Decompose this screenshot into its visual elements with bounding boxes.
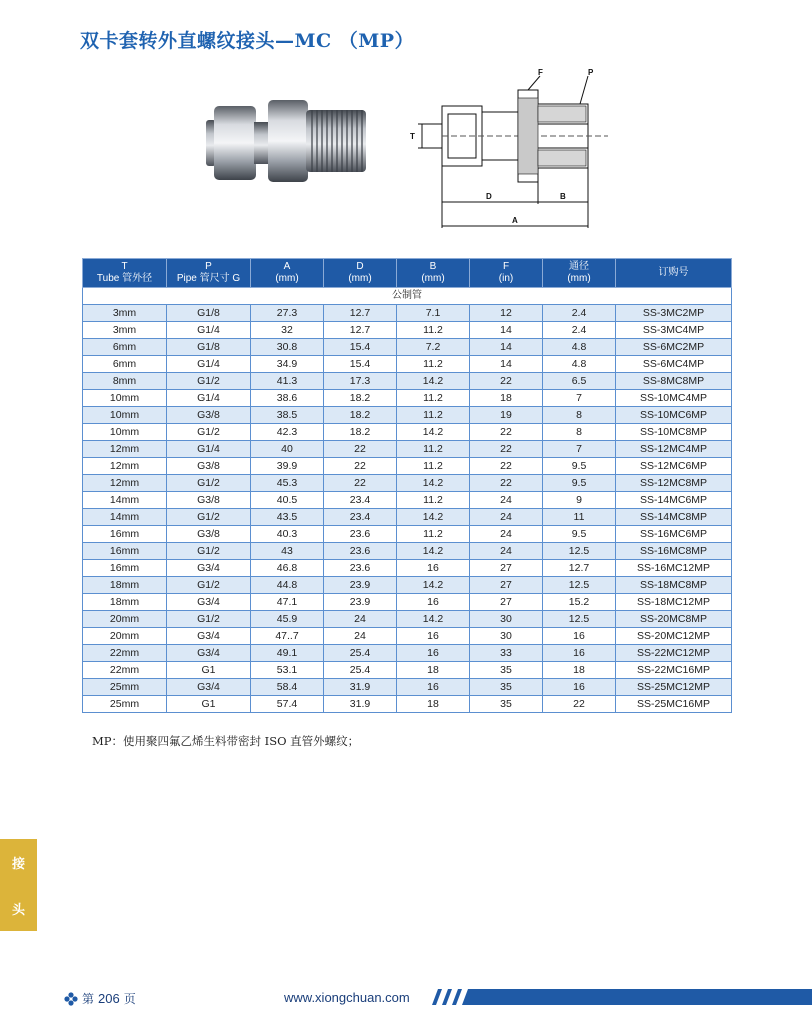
table-cell: 34.9 — [251, 356, 324, 373]
table-cell: G1/4 — [167, 356, 251, 373]
table-cell: SS-22MC16MP — [616, 662, 732, 679]
table-row — [83, 645, 732, 662]
table-cell: G3/8 — [167, 458, 251, 475]
table-cell: 44.8 — [251, 577, 324, 594]
table-cell: 16 — [397, 628, 470, 645]
column-header-line1: P — [205, 261, 212, 272]
table-cell: 14.2 — [397, 373, 470, 390]
column-header-line1: F — [502, 261, 510, 272]
table-cell: SS-3MC4MP — [616, 322, 732, 339]
table-cell: SS-18MC12MP — [616, 594, 732, 611]
table-cell: G3/4 — [167, 560, 251, 577]
table-cell: 12mm — [83, 475, 167, 492]
table-cell: 27 — [470, 577, 543, 594]
table-cell: G1 — [167, 662, 251, 679]
table-row — [83, 390, 732, 407]
table-cell: 30.8 — [251, 339, 324, 356]
table-cell: 22 — [470, 373, 543, 390]
table-cell: 45.3 — [251, 475, 324, 492]
table-cell: 31.9 — [324, 679, 397, 696]
column-header-line2: (mm) — [567, 273, 591, 284]
column-header-line2: (mm) — [348, 273, 372, 284]
column-header — [616, 259, 732, 288]
table-row — [83, 543, 732, 560]
table-cell: 25.4 — [324, 645, 397, 662]
table-cell: 18 — [397, 662, 470, 679]
table-cell: G1/8 — [167, 339, 251, 356]
table-cell: 40.3 — [251, 526, 324, 543]
table-cell: 16mm — [83, 526, 167, 543]
table-row — [83, 509, 732, 526]
table-cell: 38.6 — [251, 390, 324, 407]
table-cell: 24 — [470, 492, 543, 509]
table-cell: 7 — [543, 390, 616, 407]
table-cell: 3mm — [83, 305, 167, 322]
column-header — [251, 259, 324, 288]
table-cell: SS-12MC6MP — [616, 458, 732, 475]
page-prefix: 第 — [82, 992, 95, 1006]
table-cell: 11.2 — [397, 441, 470, 458]
table-cell: 14 — [470, 339, 543, 356]
table-cell: 12.5 — [543, 543, 616, 560]
table-cell: 12.7 — [324, 322, 397, 339]
table-cell: G3/8 — [167, 526, 251, 543]
table-cell: 16 — [397, 679, 470, 696]
table-cell: G3/8 — [167, 407, 251, 424]
table-row — [83, 441, 732, 458]
table-cell: 15.4 — [324, 339, 397, 356]
table-cell: SS-8MC8MP — [616, 373, 732, 390]
table-cell: 24 — [470, 543, 543, 560]
table-cell: 10mm — [83, 390, 167, 407]
table-row — [83, 339, 732, 356]
table-cell: 24 — [470, 509, 543, 526]
table-cell: 22 — [470, 441, 543, 458]
table-cell: 12mm — [83, 458, 167, 475]
table-cell: 14.2 — [397, 475, 470, 492]
table-cell: 10mm — [83, 424, 167, 441]
table-cell: 9.5 — [543, 526, 616, 543]
table-cell: 23.4 — [324, 492, 397, 509]
table-cell: 12.5 — [543, 577, 616, 594]
table-cell: 8 — [543, 424, 616, 441]
table-cell: 7 — [543, 441, 616, 458]
side-tab-char-2: 头 — [11, 902, 25, 918]
table-cell: 30 — [470, 611, 543, 628]
page-title: 双卡套转外直螺纹接头—MC （MP） — [80, 30, 415, 52]
table-cell: 12 — [470, 305, 543, 322]
label-A: A — [512, 216, 518, 225]
table-cell: 18mm — [83, 594, 167, 611]
table-cell: 11.2 — [397, 356, 470, 373]
table-cell: 18 — [397, 696, 470, 713]
label-D: D — [486, 192, 492, 201]
table-cell: 14.2 — [397, 424, 470, 441]
column-header-line2: (mm) — [421, 273, 445, 284]
table-cell: 57.4 — [251, 696, 324, 713]
table-cell: 16 — [543, 628, 616, 645]
table-cell: 27 — [470, 560, 543, 577]
table-row — [83, 458, 732, 475]
group-label: 公制管 — [83, 288, 732, 305]
table-cell: 22 — [470, 475, 543, 492]
column-header-line2: (mm) — [275, 273, 299, 284]
table-cell: 9 — [543, 492, 616, 509]
table-cell: G3/4 — [167, 594, 251, 611]
table-cell: G3/4 — [167, 645, 251, 662]
table-cell: SS-6MC2MP — [616, 339, 732, 356]
note-text: MP：使用聚四氟乙烯生料带密封 ISO 直管外螺纹； — [92, 734, 360, 748]
table-cell: 43 — [251, 543, 324, 560]
table-cell: 8 — [543, 407, 616, 424]
table-cell: G1/2 — [167, 611, 251, 628]
column-header — [167, 259, 251, 288]
table-cell: 22 — [324, 475, 397, 492]
column-header-line1: B — [429, 261, 437, 272]
column-header — [324, 259, 397, 288]
table-cell: 14.2 — [397, 543, 470, 560]
table-cell: 14 — [470, 322, 543, 339]
table-cell: 11.2 — [397, 458, 470, 475]
table-cell: 16mm — [83, 543, 167, 560]
table-cell: 35 — [470, 696, 543, 713]
table-cell: 4.8 — [543, 356, 616, 373]
table-cell: G1/4 — [167, 322, 251, 339]
side-tab-char-1: 接 — [11, 856, 25, 872]
table-cell: 15.2 — [543, 594, 616, 611]
column-header-line2: (in) — [498, 273, 514, 284]
table-cell: 12.7 — [324, 305, 397, 322]
table-row — [83, 696, 732, 713]
table-row — [83, 679, 732, 696]
table-cell: SS-10MC4MP — [616, 390, 732, 407]
table-cell: 33 — [470, 645, 543, 662]
column-header — [397, 259, 470, 288]
column-header-line1: D — [356, 261, 364, 272]
table-row — [83, 611, 732, 628]
table-cell: 14mm — [83, 492, 167, 509]
table-cell: 23.9 — [324, 594, 397, 611]
table-cell: 9.5 — [543, 475, 616, 492]
table-cell: 10mm — [83, 407, 167, 424]
table-row — [83, 492, 732, 509]
table-cell: 42.3 — [251, 424, 324, 441]
pinwheel-logo-icon — [64, 992, 78, 1006]
table-cell: SS-10MC6MP — [616, 407, 732, 424]
table-header-row — [83, 259, 732, 288]
table-cell: SS-18MC8MP — [616, 577, 732, 594]
page-number-value: 206 — [98, 991, 120, 1006]
table-row — [83, 305, 732, 322]
table-cell: 16mm — [83, 560, 167, 577]
table-cell: 6mm — [83, 356, 167, 373]
table-cell: G1/2 — [167, 475, 251, 492]
table-cell: G1/4 — [167, 390, 251, 407]
table-cell: SS-10MC8MP — [616, 424, 732, 441]
table-cell: 31.9 — [324, 696, 397, 713]
table-cell: 22mm — [83, 662, 167, 679]
table-cell: 25mm — [83, 679, 167, 696]
table-cell: 18 — [543, 662, 616, 679]
table-cell: 49.1 — [251, 645, 324, 662]
website-link[interactable]: www.xiongchuan.com — [284, 990, 410, 1005]
table-cell: 18.2 — [324, 390, 397, 407]
label-T: T — [410, 132, 415, 141]
section-side-tab — [0, 839, 37, 931]
table-cell: 27 — [470, 594, 543, 611]
table-cell: 24 — [470, 526, 543, 543]
table-cell: 2.4 — [543, 322, 616, 339]
table-cell: 46.8 — [251, 560, 324, 577]
table-cell: G1/8 — [167, 305, 251, 322]
table-cell: 17.3 — [324, 373, 397, 390]
spec-table — [82, 258, 732, 713]
dimension-drawing — [408, 62, 618, 238]
table-cell: SS-6MC4MP — [616, 356, 732, 373]
table-cell: 22 — [324, 458, 397, 475]
table-cell: 38.5 — [251, 407, 324, 424]
table-cell: 11.2 — [397, 390, 470, 407]
table-cell: 24 — [324, 611, 397, 628]
table-cell: G1/2 — [167, 577, 251, 594]
table-cell: 14 — [470, 356, 543, 373]
table-cell: 16 — [543, 679, 616, 696]
table-cell: G1/2 — [167, 373, 251, 390]
column-header-line1: T — [121, 261, 128, 272]
table-cell: 41.3 — [251, 373, 324, 390]
table-cell: 11.2 — [397, 526, 470, 543]
table-cell: 16 — [397, 560, 470, 577]
table-cell: 15.4 — [324, 356, 397, 373]
table-cell: SS-16MC6MP — [616, 526, 732, 543]
column-header — [83, 259, 167, 288]
table-cell: SS-3MC2MP — [616, 305, 732, 322]
table-cell: G1/2 — [167, 543, 251, 560]
label-F: F — [538, 68, 543, 77]
table-row — [83, 373, 732, 390]
table-cell: 18 — [470, 390, 543, 407]
table-cell: 30 — [470, 628, 543, 645]
table-cell: 40 — [251, 441, 324, 458]
table-cell: 14.2 — [397, 509, 470, 526]
table-row — [83, 662, 732, 679]
table-cell: 47.1 — [251, 594, 324, 611]
table-cell: SS-16MC8MP — [616, 543, 732, 560]
table-cell: SS-25MC16MP — [616, 696, 732, 713]
table-cell: 14.2 — [397, 611, 470, 628]
table-cell: 12.5 — [543, 611, 616, 628]
table-cell: 23.6 — [324, 526, 397, 543]
table-cell: 43.5 — [251, 509, 324, 526]
table-row — [83, 424, 732, 441]
table-row — [83, 407, 732, 424]
table-cell: 22 — [324, 441, 397, 458]
table-cell: 16 — [543, 645, 616, 662]
table-cell: 23.6 — [324, 543, 397, 560]
product-photo — [196, 92, 376, 188]
table-cell: 20mm — [83, 611, 167, 628]
table-cell: 9.5 — [543, 458, 616, 475]
table-row — [83, 475, 732, 492]
table-row — [83, 322, 732, 339]
column-header-line1: 通径 — [569, 261, 589, 272]
label-P: P — [588, 68, 594, 77]
table-cell: 23.6 — [324, 560, 397, 577]
table-cell: 14mm — [83, 509, 167, 526]
table-cell: 22 — [470, 424, 543, 441]
column-header-line1: 订购号 — [658, 267, 689, 278]
table-cell: 16 — [397, 594, 470, 611]
table-cell: SS-16MC12MP — [616, 560, 732, 577]
table-cell: 2.4 — [543, 305, 616, 322]
table-cell: 11 — [543, 509, 616, 526]
table-cell: 22 — [470, 458, 543, 475]
page-suffix: 页 — [123, 992, 136, 1006]
table-row — [83, 594, 732, 611]
page-number — [64, 990, 136, 1007]
table-cell: 18mm — [83, 577, 167, 594]
table-row — [83, 577, 732, 594]
label-B: B — [560, 192, 566, 201]
table-cell: 40.5 — [251, 492, 324, 509]
table-cell: 47..7 — [251, 628, 324, 645]
table-cell: 6.5 — [543, 373, 616, 390]
table-cell: 18.2 — [324, 424, 397, 441]
table-cell: 23.4 — [324, 509, 397, 526]
table-cell: 35 — [470, 662, 543, 679]
table-cell: 8mm — [83, 373, 167, 390]
table-cell: 45.9 — [251, 611, 324, 628]
table-cell: SS-14MC6MP — [616, 492, 732, 509]
table-cell: 23.9 — [324, 577, 397, 594]
column-header-line2: Tube 管外径 — [96, 273, 153, 284]
column-header — [470, 259, 543, 288]
table-cell: 11.2 — [397, 492, 470, 509]
table-cell: 27.3 — [251, 305, 324, 322]
table-row — [83, 356, 732, 373]
table-cell: SS-12MC8MP — [616, 475, 732, 492]
table-cell: G1/4 — [167, 441, 251, 458]
footer-stripe-bar — [428, 989, 812, 1005]
table-row — [83, 628, 732, 645]
column-header-line1: A — [283, 261, 291, 272]
table-cell: 22mm — [83, 645, 167, 662]
table-cell: G3/4 — [167, 679, 251, 696]
table-row — [83, 526, 732, 543]
table-cell: SS-12MC4MP — [616, 441, 732, 458]
table-cell: 6mm — [83, 339, 167, 356]
table-cell: G1/2 — [167, 424, 251, 441]
table-cell: 25.4 — [324, 662, 397, 679]
table-cell: 25mm — [83, 696, 167, 713]
table-cell: 16 — [397, 645, 470, 662]
table-cell: 11.2 — [397, 407, 470, 424]
table-cell: 35 — [470, 679, 543, 696]
column-header-line2: Pipe 管尺寸 G — [176, 273, 241, 284]
table-cell: G1 — [167, 696, 251, 713]
table-cell: 20mm — [83, 628, 167, 645]
table-cell: 22 — [543, 696, 616, 713]
table-cell: 11.2 — [397, 322, 470, 339]
table-cell: 12mm — [83, 441, 167, 458]
table-cell: SS-25MC12MP — [616, 679, 732, 696]
table-cell: G1/2 — [167, 509, 251, 526]
table-cell: G3/8 — [167, 492, 251, 509]
table-cell: 53.1 — [251, 662, 324, 679]
table-cell: SS-20MC12MP — [616, 628, 732, 645]
table-cell: 4.8 — [543, 339, 616, 356]
table-cell: 58.4 — [251, 679, 324, 696]
table-cell: SS-14MC8MP — [616, 509, 732, 526]
table-cell: SS-22MC12MP — [616, 645, 732, 662]
table-cell: 7.2 — [397, 339, 470, 356]
table-row — [83, 560, 732, 577]
table-cell: 14.2 — [397, 577, 470, 594]
table-cell: 7.1 — [397, 305, 470, 322]
table-cell: 18.2 — [324, 407, 397, 424]
table-cell: G3/4 — [167, 628, 251, 645]
table-cell: 3mm — [83, 322, 167, 339]
column-header — [543, 259, 616, 288]
table-cell: 12.7 — [543, 560, 616, 577]
table-cell: 19 — [470, 407, 543, 424]
table-cell: 39.9 — [251, 458, 324, 475]
table-cell: 24 — [324, 628, 397, 645]
table-cell: SS-20MC8MP — [616, 611, 732, 628]
table-cell: 32 — [251, 322, 324, 339]
